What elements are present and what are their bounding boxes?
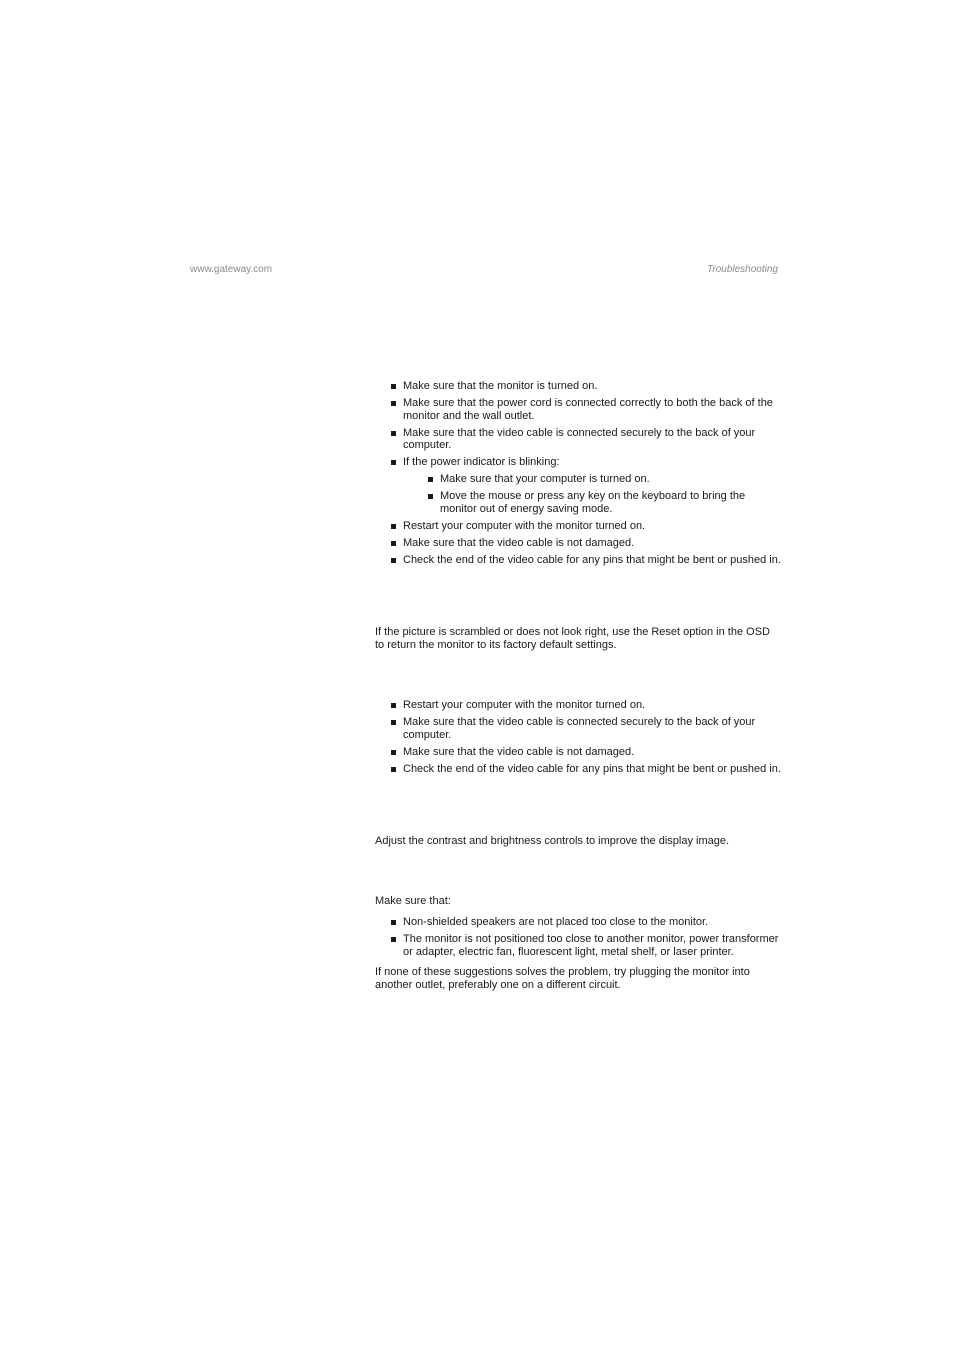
paragraph-outro: If none of these suggestions solves the problem, try plugging the monitor into another outlet, preferably one on a different circuit. — [375, 966, 750, 991]
paragraph-intro: Make sure that: — [375, 895, 451, 907]
list-item: Restart your computer with the monitor turned on. — [375, 699, 782, 712]
list-item: Make sure that the video cable is connected securely to the back of your computer. — [375, 716, 782, 741]
list-item: Make sure that the monitor is turned on. — [375, 380, 782, 393]
list-item: Make sure that the video cable is not damaged. — [375, 537, 782, 550]
display-issue-checklist — [375, 699, 782, 775]
header-website: www.gateway.com — [190, 264, 273, 275]
list-item: The monitor is not positioned too close to another monitor, power transformer or adapter, electric fan, fluorescent light, metal shelf, or laser printer. — [375, 933, 782, 958]
interference-section — [375, 895, 782, 991]
list-item: Check the end of the video cable for any pins that might be bent or pushed in. — [375, 763, 782, 776]
sub-list-item: Make sure that your computer is turned on. — [403, 473, 782, 486]
blinking-sublist — [403, 473, 782, 515]
display-issue-section — [375, 699, 782, 780]
list-item: Non-shielded speakers are not placed too close to the monitor. — [375, 916, 782, 929]
dim-image-section — [375, 835, 782, 848]
scrambled-picture-section — [375, 626, 782, 651]
no-picture-checklist — [375, 380, 782, 566]
paragraph: Adjust the contrast and brightness controls to improve the display image. — [375, 835, 730, 847]
sub-list-item: Move the mouse or press any key on the keyboard to bring the monitor out of energy saving mode. — [403, 490, 782, 515]
list-item: Make sure that the video cable is not damaged. — [375, 746, 782, 759]
interference-checklist — [375, 916, 782, 958]
list-item-label: If the power indicator is blinking: — [403, 456, 560, 469]
no-picture-section — [375, 380, 782, 571]
list-item: Check the end of the video cable for any pins that might be bent or pushed in. — [375, 554, 782, 567]
list-item: Make sure that the power cord is connected correctly to both the back of the monitor and the wall outlet. — [375, 397, 782, 422]
header-section-title: Troubleshooting — [707, 264, 778, 275]
list-item-blinking — [375, 456, 782, 515]
paragraph: If the picture is scrambled or does not look right, use the Reset option in the OSD to return the monitor to its factory default settings. — [375, 626, 770, 651]
list-item: Make sure that the video cable is connected securely to the back of your computer. — [375, 427, 782, 452]
list-item: Restart your computer with the monitor turned on. — [375, 520, 782, 533]
